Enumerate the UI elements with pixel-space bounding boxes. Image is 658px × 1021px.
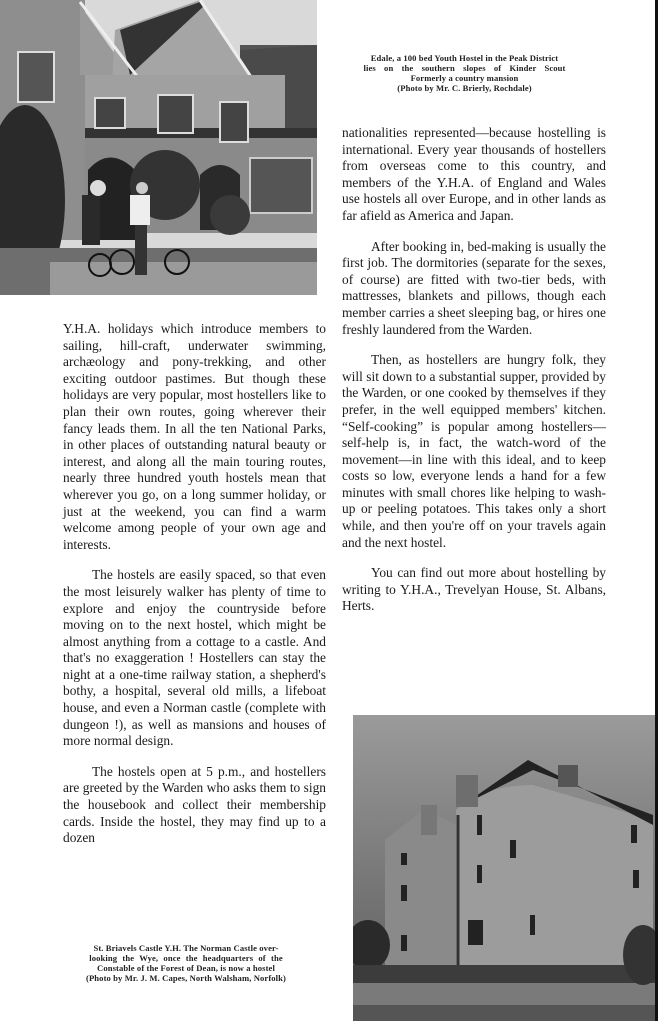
paragraph: Then, as hostellers are hungry folk, they will sit down to a substantial supper, provided by the Warden, or one cooked by themselves if they prefer, in the well equipped members' kitchen. “Self-cooking” is popular among hostellers—self-help is, in fact, the watch-word of the movement—in line with this ideal, and to keep costs so low, everyone lends a hand for a few minutes with small chores like helping to wash-up or peeling potatoes. This takes only a short while, and then you're off on your travels again and the next hostel. — [342, 352, 606, 550]
edale-photo-caption — [322, 53, 607, 93]
article-column-left — [63, 321, 326, 861]
st-briavels-castle-photo — [353, 715, 655, 1021]
castle-photo-caption — [36, 943, 336, 983]
edale-hostel-photo — [0, 0, 317, 295]
paragraph: The hostels are easily spaced, so that even the most leisurely walker has plenty of time to explore and enjoy the countryside before moving on to the next hostel, which might be almost anything from a cottage to a castle. And that's no exaggeration ! Hostellers can stay the night at a one-time railway station, a shepherd's bothy, a hospital, several old mills, a lifeboat house, and even a Norman castle (complete with dungeon !), as well as mansions and houses of more normal design. — [63, 567, 326, 749]
paragraph: You can find out more about hostelling by writing to Y.H.A., Trevelyan House, St. Albans, Herts. — [342, 565, 606, 614]
paragraph: The hostels open at 5 p.m., and hostellers are greeted by the Warden who asks them to sign the housebook and collect their membership cards. Inside the hostel, they may find up to a dozen — [63, 763, 326, 846]
caption-line: St. Briavels Castle Y.H. The Norman Castle over- — [93, 943, 279, 953]
article-column-right — [342, 125, 606, 629]
caption-line: looking the Wye, once the headquarters of the — [89, 953, 283, 963]
caption-line: Formerly a country mansion — [410, 73, 519, 83]
paragraph: Y.H.A. holidays which introduce members to sailing, hill-craft, underwater swimming, archæology and pony-trekking, and other exciting outdoor pastimes. But though these holidays are very popular, most hostellers like to plan their own routes, going wherever their fancy leads them. In all the ten National Parks, in other places of outstanding natural beauty or interest, and along all the main touring routes, nearly three hundred youth hostels mean that wherever you go, on a long summer holiday, or just at the weekend, you can find a warm welcome among people of your own age and interests. — [63, 321, 326, 552]
paragraph: nationalities represented—because hostelling is international. Every year thousands of hostellers from overseas come to this country, and members of the Y.H.A. of England and Wales use hostels all over Europe, and in other lands as far afield as America and Japan. — [342, 125, 606, 223]
caption-credit: (Photo by Mr. J. M. Capes, North Walsham, Norfolk) — [85, 973, 287, 983]
caption-credit: (Photo by Mr. C. Brierly, Rochdale) — [397, 83, 532, 93]
edale-hostel-illustration — [0, 0, 317, 295]
caption-line: Edale, a 100 bed Youth Hostel in the Peak District — [370, 53, 559, 63]
castle-illustration — [353, 715, 655, 1021]
caption-line: lies on the southern slopes of Kinder Scout — [363, 63, 566, 73]
paragraph: After booking in, bed-making is usually the first job. The dormitories (separate for the sexes, of course) are fitted with two-tier beds, with mattresses, blankets and pillows, though each member carries a sheet sleeping bag, or hires one freshly laundered from the Warden. — [342, 238, 606, 337]
caption-line: Constable of the Forest of Dean, is now a hostel — [97, 963, 275, 973]
